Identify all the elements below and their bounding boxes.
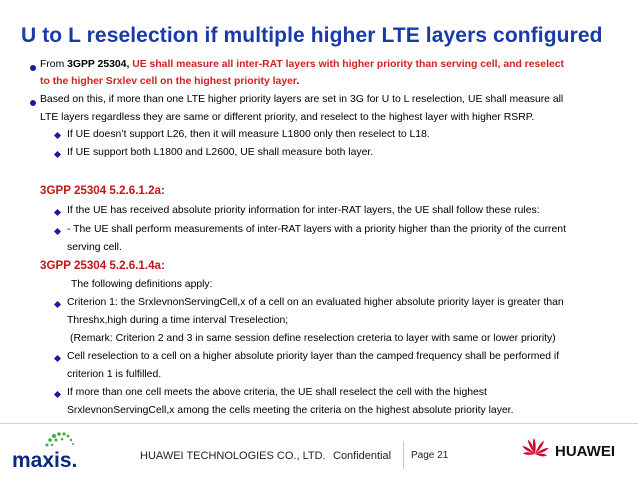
diamond-bullet-icon bbox=[54, 209, 61, 216]
huawei-logo-text: HUAWEI bbox=[555, 443, 615, 460]
bullet-1-line-2 bbox=[40, 75, 299, 89]
diamond-bullet-icon bbox=[54, 132, 61, 139]
diamond-bullet-icon bbox=[54, 301, 61, 308]
bullet-1-red-text: UE shall measure all inter-RAT layers with higher priority than serving cell, and reselect bbox=[132, 59, 564, 70]
diamond-bullet-icon bbox=[54, 151, 61, 158]
sub-bullet-1: If UE doesn’t support L26, then it will measure L1800 only then reselect to L18. bbox=[67, 129, 430, 140]
bullet-1-ref: 3GPP 25304, bbox=[67, 59, 133, 70]
slide-title: U to L reselection if multiple higher LTE layers configured bbox=[21, 24, 603, 47]
bullet-2-line-1: Based on this, if more than one LTE higher priority layers are set in 3G for U to L reselection, UE shall measure all bbox=[40, 94, 564, 105]
section-b-item-3-line-2: SrxlevnonServingCell,x among the cells meeting the criteria on the highest absolute priority layer. bbox=[67, 405, 514, 416]
footer-page-number: Page 21 bbox=[411, 450, 449, 461]
section-b-item-2-line-1: Cell reselection to a cell on a higher absolute priority layer than the camped frequency shall be performed if bbox=[67, 351, 560, 362]
bullet-2-line-2: LTE layers regardless they are same or different priority, and reselect to the highest layer with higher RSRP. bbox=[40, 112, 535, 123]
section-b-heading: 3GPP 25304 5.2.6.1.4a: bbox=[40, 259, 165, 272]
footer-confidential: Confidential bbox=[333, 450, 392, 462]
bullet-dot-icon bbox=[30, 65, 36, 71]
maxis-logo-text: maxis. bbox=[12, 449, 78, 472]
section-b-intro: The following definitions apply: bbox=[71, 279, 213, 290]
section-a-item-1: If the UE has received absolute priority information for inter-RAT layers, the UE shall follow these rules: bbox=[67, 205, 540, 216]
bullet-1-line-1 bbox=[40, 58, 564, 72]
section-b-item-2-line-2: criterion 1 is fulfilled. bbox=[67, 369, 162, 380]
huawei-logo-icon bbox=[518, 432, 628, 470]
section-b-item-1-line-2: Threshx,high during a time interval Treselection; bbox=[67, 315, 289, 326]
maxis-logo-icon bbox=[10, 426, 100, 472]
diamond-bullet-icon bbox=[54, 355, 61, 362]
bullet-1-red-text-2: to the higher Srxlev cell on the highest priority layer bbox=[40, 76, 297, 87]
diamond-bullet-icon bbox=[54, 228, 61, 235]
sub-bullet-2: If UE support both L1800 and L2600, UE shall measure both layer. bbox=[67, 147, 374, 158]
diamond-bullet-icon bbox=[54, 391, 61, 398]
section-b-remark: (Remark: Criterion 2 and 3 in same session define reselection creteria to layer with same or lower priority) bbox=[70, 333, 556, 344]
bullet-1-prefix: From bbox=[40, 59, 68, 70]
section-b-item-3-line-1: If more than one cell meets the above criteria, the UE shall reselect the cell with the highest bbox=[67, 387, 487, 398]
footer-company: HUAWEI TECHNOLOGIES CO., LTD. bbox=[140, 450, 326, 462]
section-a-item-2: - The UE shall perform measurements of inter-RAT layers with a priority higher than the priority of the current bbox=[67, 224, 566, 235]
bullet-1-tail: . bbox=[296, 76, 300, 87]
section-a-heading: 3GPP 25304 5.2.6.1.2a: bbox=[40, 184, 165, 197]
bullet-dot-icon bbox=[30, 100, 36, 106]
footer-divider bbox=[0, 423, 638, 424]
footer-separator bbox=[403, 441, 404, 469]
section-b-item-1-line-1: Criterion 1: the SrxlevnonServingCell,x of a cell on an evaluated higher absolute priority layer is greater than bbox=[67, 297, 564, 308]
section-a-item-2-cont: serving cell. bbox=[67, 242, 122, 253]
